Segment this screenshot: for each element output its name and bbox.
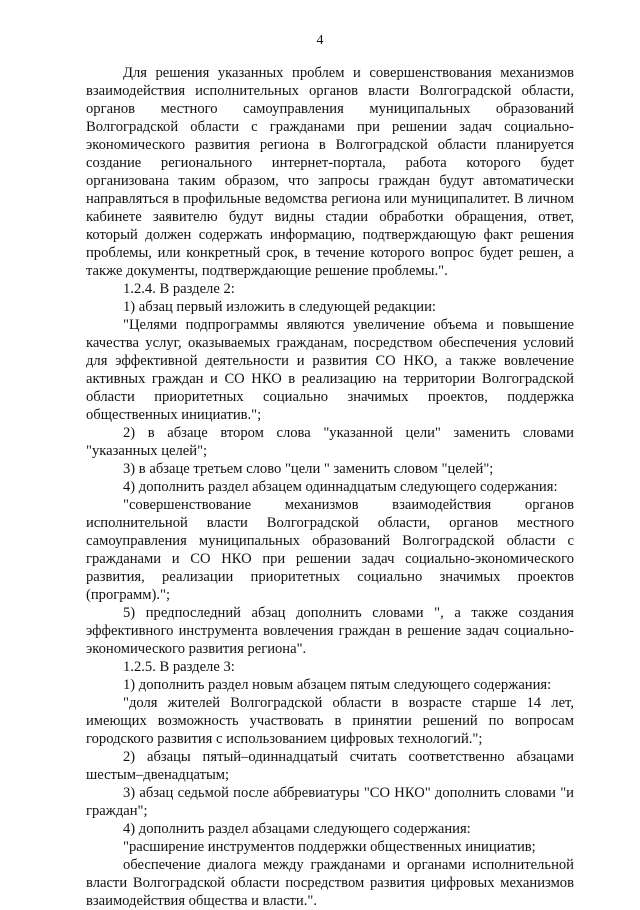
section-heading-1-2-5: 1.2.5. В разделе 3: [123, 659, 235, 675]
quoted-paragraph-goals: "Целями подпрограммы являются увеличение объема и повышение качества услуг, оказываемых гражданам, посредством обеспечения условий для эффективной деятельности и развития СО НКО, а также вовлечение активных граждан и СО НКО в реализацию на территории Волгоградской области приоритетных социально значимых проектов, поддержка общественных инициатив."; [86, 317, 574, 423]
section-3-list-item-4: 4) дополнить раздел абзацами следующего содержания: [123, 821, 471, 837]
list-item-3: 3) в абзаце третьем слово "цели " заменить словом "целей"; [123, 461, 494, 477]
document-body [86, 64, 574, 910]
quoted-paragraph-initiatives: "расширение инструментов поддержки общественных инициатив; [123, 839, 536, 855]
list-item-1: 1) абзац первый изложить в следующей редакции: [123, 299, 436, 315]
list-item-4: 4) дополнить раздел абзацем одиннадцатым следующего содержания: [123, 479, 558, 495]
section-3-list-item-2: 2) абзацы пятый–одиннадцатый считать соответственно абзацами шестым–двенадцатым; [86, 749, 574, 783]
list-item-2: 2) в абзаце втором слова "указанной цели" заменить словами "указанных целей"; [86, 425, 574, 459]
page-number: 4 [316, 33, 324, 48]
paragraph-problem-solution: Для решения указанных проблем и совершенствования механизмов взаимодействия исполнительных органов власти Волгоградской области, органов местного самоуправления муниципальных образований Волгоградской области с гражданами при решении задач социально-экономического развития региона в Волгоградской области планируется создание регионального интернет-портала, работа которого будет организована таким образом, что запросы граждан будут автоматически направляться в профильные ведомства региона или муниципалитет. В личном кабинете заявителю будут видны стадии обработки обращения, ответ, который должен содержать информацию, подтверждающую факт решения проблемы, или конкретный срок, в течение которого вопрос будет решен, а также документы, подтверждающие решение проблемы.". [86, 65, 574, 279]
list-item-5: 5) предпоследний абзац дополнить словами ", а также создания эффективного инструмента вовлечения граждан в решение задач социально-экономического развития региона". [86, 605, 574, 657]
section-3-list-item-3: 3) абзац седьмой после аббревиатуры "СО НКО" дополнить словами "и граждан"; [86, 785, 574, 819]
section-heading-1-2-4: 1.2.4. В разделе 2: [123, 281, 235, 297]
quoted-paragraph-residents: "доля жителей Волгоградской области в возрасте старше 14 лет, имеющих возможность участвовать в принятии решений по вопросам городского развития с использованием цифровых технологий."; [86, 695, 574, 747]
quoted-paragraph-dialogue: обеспечение диалога между гражданами и органами исполнительной власти Волгоградской области посредством развития цифровых механизмов взаимодействия общества и власти.". [86, 857, 574, 909]
section-3-list-item-1: 1) дополнить раздел новым абзацем пятым следующего содержания: [123, 677, 552, 693]
quoted-paragraph-interaction: "совершенствование механизмов взаимодействия органов исполнительной власти Волгоградской области, органов местного самоуправления муниципальных образований Волгоградской области с гражданами и СО НКО при решении задач социально-экономического развития, реализации приоритетных социально значимых проектов (программ)."; [86, 497, 574, 603]
